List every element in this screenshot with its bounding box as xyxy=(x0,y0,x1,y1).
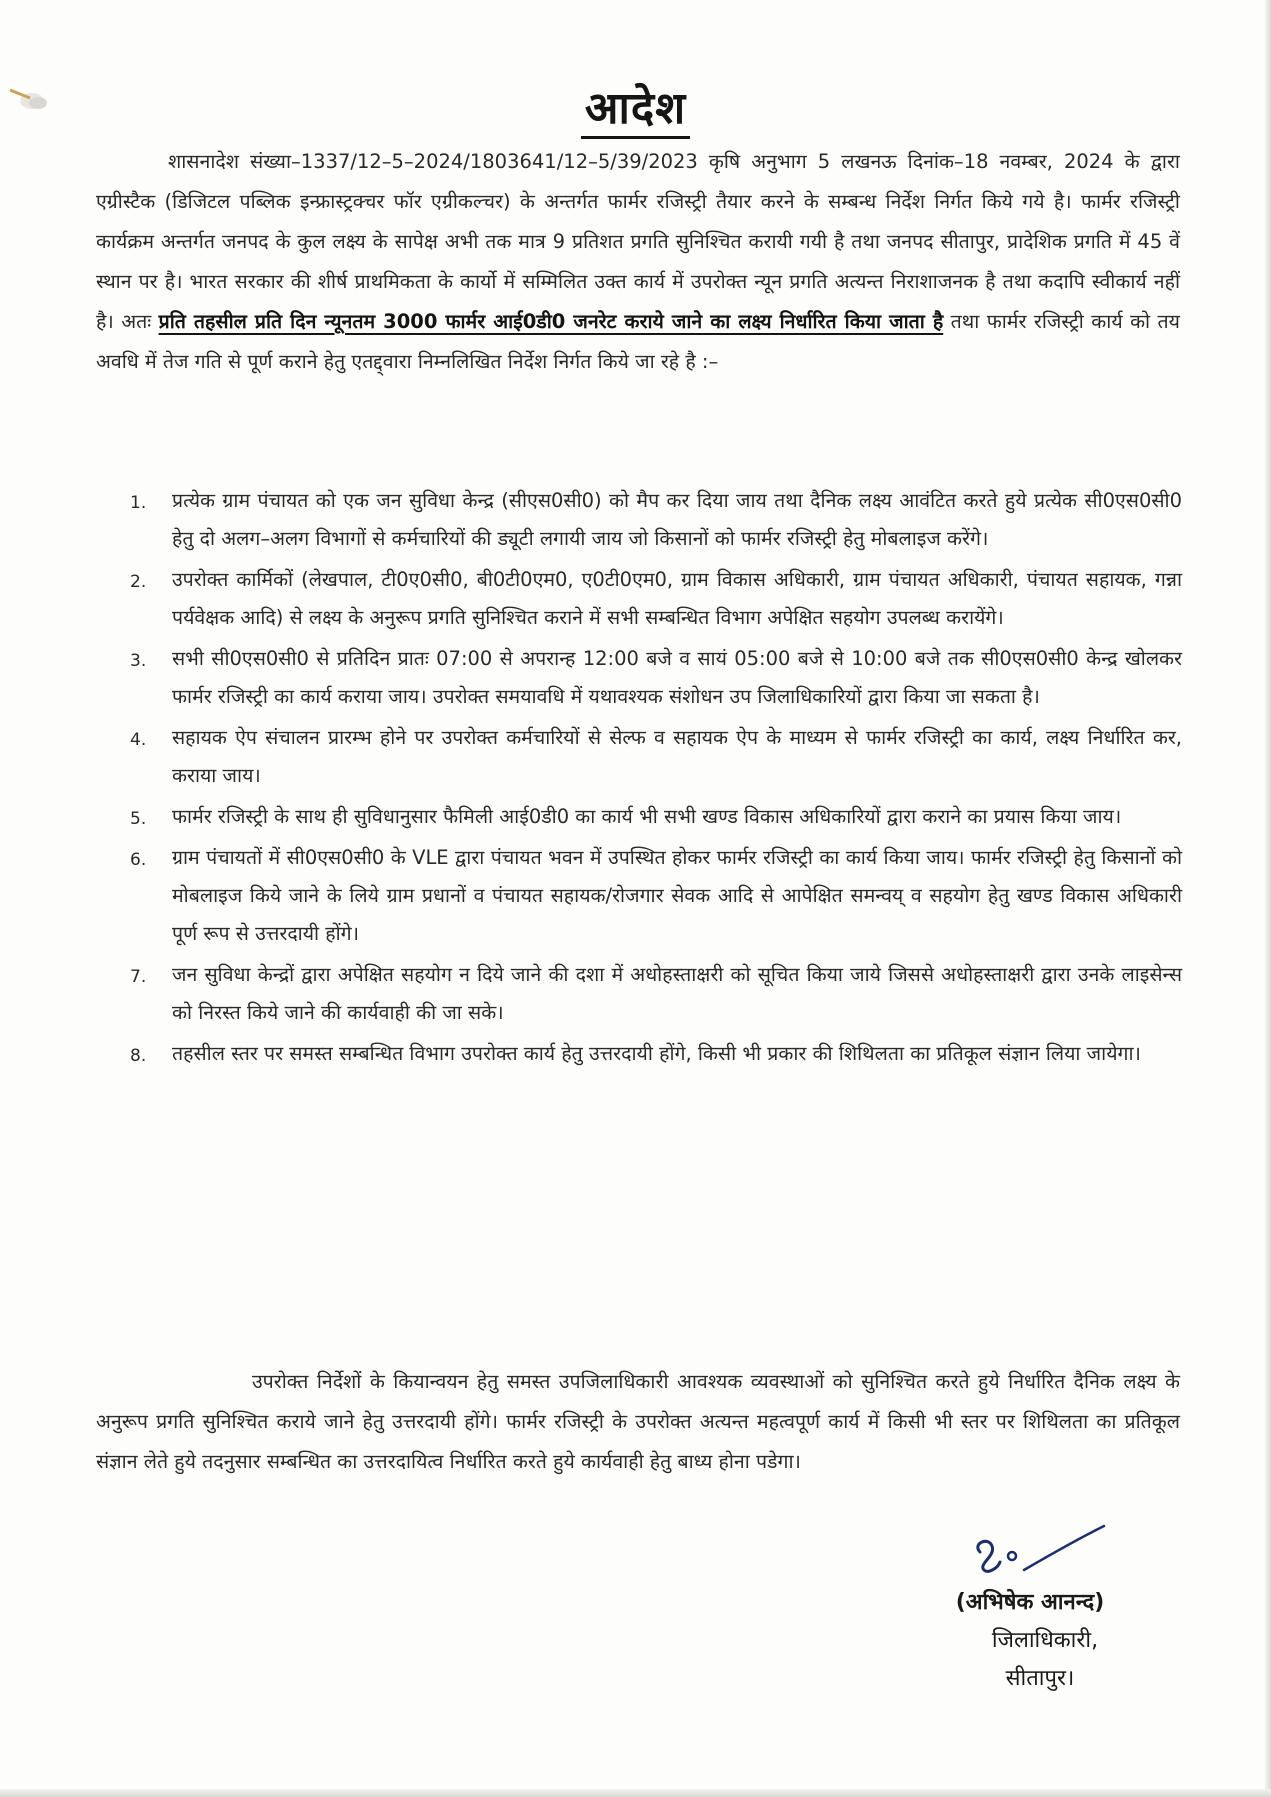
intro-text-after: तथा फार्मर रजिस्ट्री कार्य को तय अवधि में तेज गति से पूर्ण कराने हेतु एतद्द्वारा निम्नलिखित निर्देश निर्गत किये जा रहे है :– xyxy=(96,310,1180,373)
directive-item xyxy=(130,719,1182,795)
signatory-name: (अभिषेक आनन्द) xyxy=(955,1590,1105,1615)
handwritten-signature-icon xyxy=(958,1522,1108,1582)
intro-target-highlight: प्रति तहसील प्रति दिन न्यूनतम 3000 फार्मर आई0डी0 जनरेट कराये जाने का लक्ष्य निर्धारित किया जाता है xyxy=(158,310,944,333)
directive-number: 2. xyxy=(130,572,147,592)
directive-item xyxy=(130,1035,1182,1073)
page-bottom-shadow xyxy=(0,1789,1271,1797)
directive-text: तहसील स्तर पर समस्त सम्बन्धित विभाग उपरोक्त कार्य हेतु उत्तरदायी होंगे, किसी भी प्रकार की शिथिलता का प्रतिकूल संज्ञान लिया जायेगा। xyxy=(172,1042,1141,1065)
page-title-text: आदेश xyxy=(581,83,690,139)
signatory-designation: जिलाधिकारी, xyxy=(991,1628,1099,1653)
intro-paragraph xyxy=(96,142,1180,382)
directive-number: 3. xyxy=(130,651,147,671)
directive-number: 6. xyxy=(130,850,147,870)
directive-item xyxy=(130,482,1182,558)
directive-text: फार्मर रजिस्ट्री के साथ ही सुविधानुसार फैमिली आई0डी0 का कार्य भी सभी खण्ड विकास अधिकारियों द्वारा कराने का प्रयास किया जाय। xyxy=(172,805,1122,828)
directive-text: प्रत्येक ग्राम पंचायत को एक जन सुविधा केन्द्र (सीएस0सी0) को मैप कर दिया जाय तथा दैनिक लक्ष्य आवंटित करते हुये प्रत्येक सी0एस0सी0 हेतु दो अलग–अलग विभागों से कर्मचारियों की ड्यूटी लगायी जाय जो किसानों को फार्मर रजिस्ट्री हेतु मोबलाइज करेंगे। xyxy=(172,489,1182,550)
page-title xyxy=(0,76,1271,136)
directive-number: 4. xyxy=(130,730,147,750)
directive-item xyxy=(130,839,1182,953)
signatory-place: सीतापुर। xyxy=(1005,1666,1075,1691)
signature-block xyxy=(900,1522,1160,1698)
directive-item xyxy=(130,640,1182,716)
page-edge-shadow xyxy=(1265,0,1271,1797)
directive-list xyxy=(130,482,1182,1076)
directive-number: 5. xyxy=(130,809,147,829)
directive-item xyxy=(130,561,1182,637)
directive-item xyxy=(130,798,1182,836)
directive-text: ग्राम पंचायतों में सी0एस0सी0 के VLE द्वारा पंचायत भवन में उपस्थित होकर फार्मर रजिस्ट्री का कार्य किया जाय। फार्मर रजिस्ट्री हेतु किसानों को मोबलाइज किये जाने के लिये ग्राम प्रधानों व पंचायत सहायक/रोजगार सेवक आदि से आपेक्षित समन्वय् व सहयोग हेतु खण्ड विकास अधिकारी पूर्ण रूप से उत्तरदायी होंगे। xyxy=(172,846,1182,945)
directive-number: 7. xyxy=(130,967,147,987)
directive-item xyxy=(130,956,1182,1032)
directive-text: सहायक ऐप संचालन प्रारम्भ होने पर उपरोक्त कर्मचारियों से सेल्फ व सहायक ऐप के माध्यम से फार्मर रजिस्ट्री का कार्य, लक्ष्य निर्धारित कर, कराया जाय। xyxy=(172,726,1182,787)
intro-text-before: शासनादेश संख्या–1337/12–5–2024/1803641/12–5/39/2023 कृषि अनुभाग 5 लखनऊ दिनांक–18 नवम्बर, 2024 के द्वारा एग्रीस्टैक (डिजिटल पब्लिक इन्फ्रास्ट्रक्चर फॉर एग्रीकल्चर) के अन्तर्गत फार्मर रजिस्ट्री तैयार करने के सम्बन्ध निर्देश निर्गत किये गये है। फार्मर रजिस्ट्री कार्यक्रम अन्तर्गत जनपद के कुल लक्ष्य के सापेक्ष अभी तक मात्र 9 प्रतिशत प्रगति सुनिश्चित करायी गयी है तथा जनपद सीतापुर, प्रादेशिक प्रगति में 45 वें स्थान पर है। भारत सरकार की शीर्ष प्राथमिकता के कार्यो में सम्मिलित उक्त कार्य में उपरोक्त न्यून प्रगति अत्यन्त निराशाजनक है तथा कदापि स्वीकार्य नहीं है। अतः xyxy=(96,150,1180,333)
directive-text: जन सुविधा केन्द्रों द्वारा अपेक्षित सहयोग न दिये जाने की दशा में अधोहस्ताक्षरी को सूचित किया जाये जिससे अधोहस्ताक्षरी द्वारा उनके लाइसेन्स को निरस्त किये जाने की कार्यवाही की जा सके। xyxy=(172,963,1182,1024)
directive-number: 1. xyxy=(130,493,147,513)
directive-number: 8. xyxy=(130,1046,147,1066)
directive-text: सभी सी0एस0सी0 से प्रतिदिन प्रातः 07:00 से अपरान्ह 12:00 बजे व सायं 05:00 बजे से 10:00 बजे तक सी0एस0सी0 केन्द्र खोलकर फार्मर रजिस्ट्री का कार्य कराया जाय। उपरोक्त समयावधि में यथावश्यक संशोधन उप जिलाधिकारियों द्वारा किया जा सकता है। xyxy=(172,647,1182,708)
directive-text: उपरोक्त कार्मिकों (लेखपाल, टी0ए0सी0, बी0टी0एम0, ए0टी0एम0, ग्राम विकास अधिकारी, ग्राम पंचायत अधिकारी, पंचायत सहायक, गन्ना पर्यवेक्षक आदि) से लक्ष्य के अनुरूप प्रगति सुनिश्चित कराने में सभी सम्बन्धित विभाग अपेक्षित सहयोग उपलब्ध करायेंगे। xyxy=(172,568,1182,629)
closing-paragraph: उपरोक्त निर्देशों के कियान्वयन हेतु समस्त उपजिलाधिकारी आवश्यक व्यवस्थाओं को सुनिश्चित करते हुये निर्धारित दैनिक लक्ष्य के अनुरूप प्रगति सुनिश्चित कराये जाने हेतु उत्तरदायी होंगे। फार्मर रजिस्ट्री के उपरोक्त अत्यन्त महत्वपूर्ण कार्य में किसी भी स्तर पर शिथिलता का प्रतिकूल संज्ञान लेते हुये तदनुसार सम्बन्धित का उत्तरदायित्व निर्धारित करते हुये कार्यवाही हेतु बाध्य होना पडेगा। xyxy=(96,1370,1180,1473)
